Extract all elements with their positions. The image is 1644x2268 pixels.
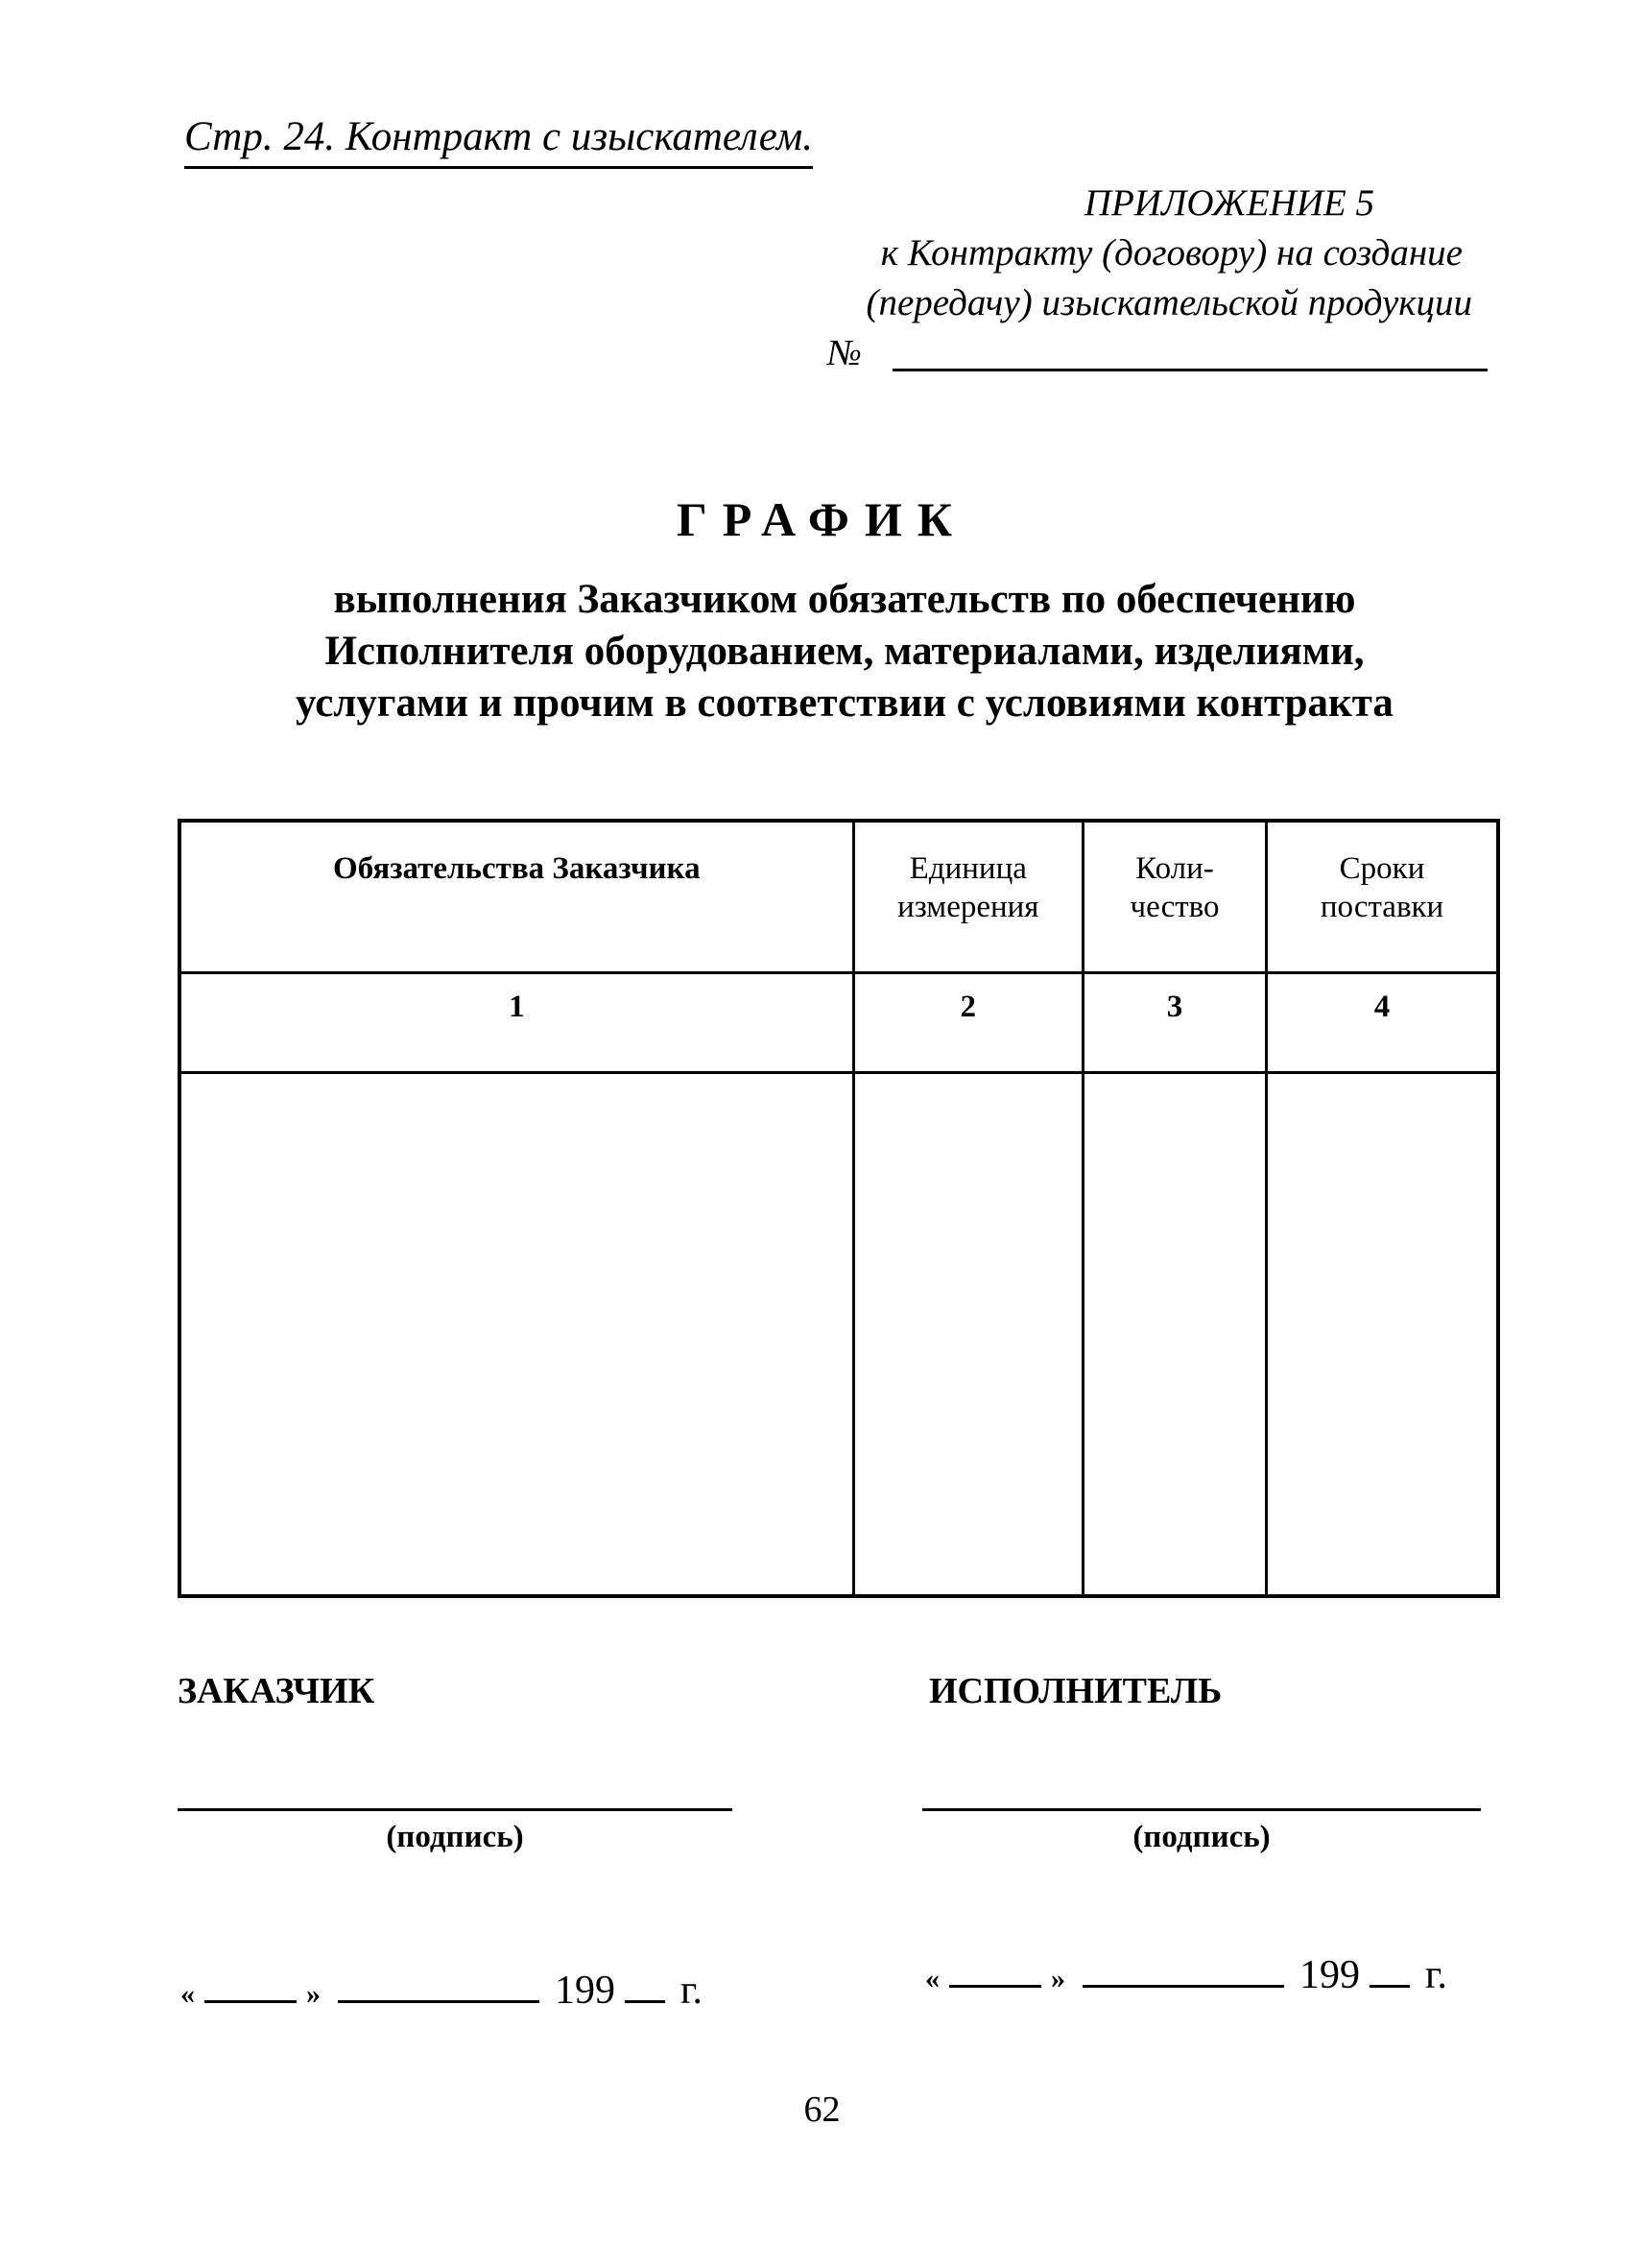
- appendix-number-field[interactable]: [893, 369, 1488, 371]
- contractor-signature-line[interactable]: [922, 1808, 1481, 1811]
- customer-day-field[interactable]: [204, 1993, 297, 2003]
- appendix-line-1: к Контракту (договору) на создание: [880, 232, 1463, 274]
- contractor-year: 199: [1299, 1953, 1360, 1997]
- header-unit: Единица измерения: [853, 821, 1083, 973]
- table-cell-obligations[interactable]: [179, 1073, 853, 1597]
- contractor-label: ИСПОЛНИТЕЛЬ: [929, 1671, 1223, 1711]
- subtitle-line-3: услугами и прочим в соответствии с условиями контракта: [296, 680, 1394, 726]
- document-title: ГРАФИК: [676, 492, 967, 546]
- contractor-year-suffix: г.: [1425, 1953, 1447, 1997]
- contractor-signature-caption: (подпись): [1132, 1820, 1271, 1854]
- table-cell-delivery[interactable]: [1267, 1073, 1498, 1597]
- column-number-2: 2: [853, 973, 1083, 1073]
- table-cell-quantity[interactable]: [1083, 1073, 1266, 1597]
- customer-label: ЗАКАЗЧИК: [178, 1671, 375, 1711]
- column-number-4: 4: [1267, 973, 1498, 1073]
- appendix-line-2: (передачу) изыскательской продукции: [866, 282, 1472, 323]
- header-obligations: Обязательства Заказчика: [179, 821, 853, 973]
- table-cell-unit[interactable]: [853, 1073, 1083, 1597]
- customer-close-quote: »: [306, 1978, 321, 2010]
- contractor-month-field[interactable]: [1083, 1977, 1284, 1988]
- column-number-3: 3: [1083, 973, 1266, 1073]
- customer-signature-line[interactable]: [178, 1808, 732, 1811]
- running-head: Стр. 24. Контракт с изыскателем.: [184, 113, 813, 169]
- customer-open-quote: «: [180, 1978, 195, 2010]
- subtitle-line-1: выполнения Заказчиком обязательств по обеспечению: [333, 577, 1356, 622]
- contractor-date: [925, 1952, 1447, 1998]
- contractor-close-quote: »: [1051, 1963, 1065, 1994]
- customer-signature-caption: (подпись): [386, 1820, 524, 1854]
- subtitle-line-2: Исполнителя оборудованием, материалами, изделиями,: [324, 629, 1365, 674]
- customer-year: 199: [555, 1969, 615, 2013]
- table-row: [179, 1073, 1498, 1597]
- customer-year-suffix: г.: [680, 1969, 703, 2013]
- customer-year-field[interactable]: [625, 1993, 665, 2003]
- contractor-open-quote: «: [925, 1963, 940, 1994]
- appendix-title: ПРИЛОЖЕНИЕ 5: [1084, 182, 1374, 224]
- header-delivery-terms: Сроки поставки: [1267, 821, 1498, 973]
- contractor-day-field[interactable]: [949, 1977, 1041, 1988]
- customer-month-field[interactable]: [338, 1993, 539, 2003]
- document-subtitle: [240, 574, 1449, 729]
- table-number-row: [179, 973, 1498, 1073]
- schedule-table: [178, 819, 1500, 1598]
- column-number-1: 1: [179, 973, 853, 1073]
- page-number: 62: [803, 2089, 841, 2130]
- appendix-number-label: №: [827, 333, 862, 373]
- table-header-row: [179, 821, 1498, 973]
- customer-date: [180, 1968, 703, 2014]
- appendix-block: [806, 179, 1497, 328]
- header-quantity: Коли- чество: [1083, 821, 1266, 973]
- contractor-year-field[interactable]: [1370, 1977, 1410, 1988]
